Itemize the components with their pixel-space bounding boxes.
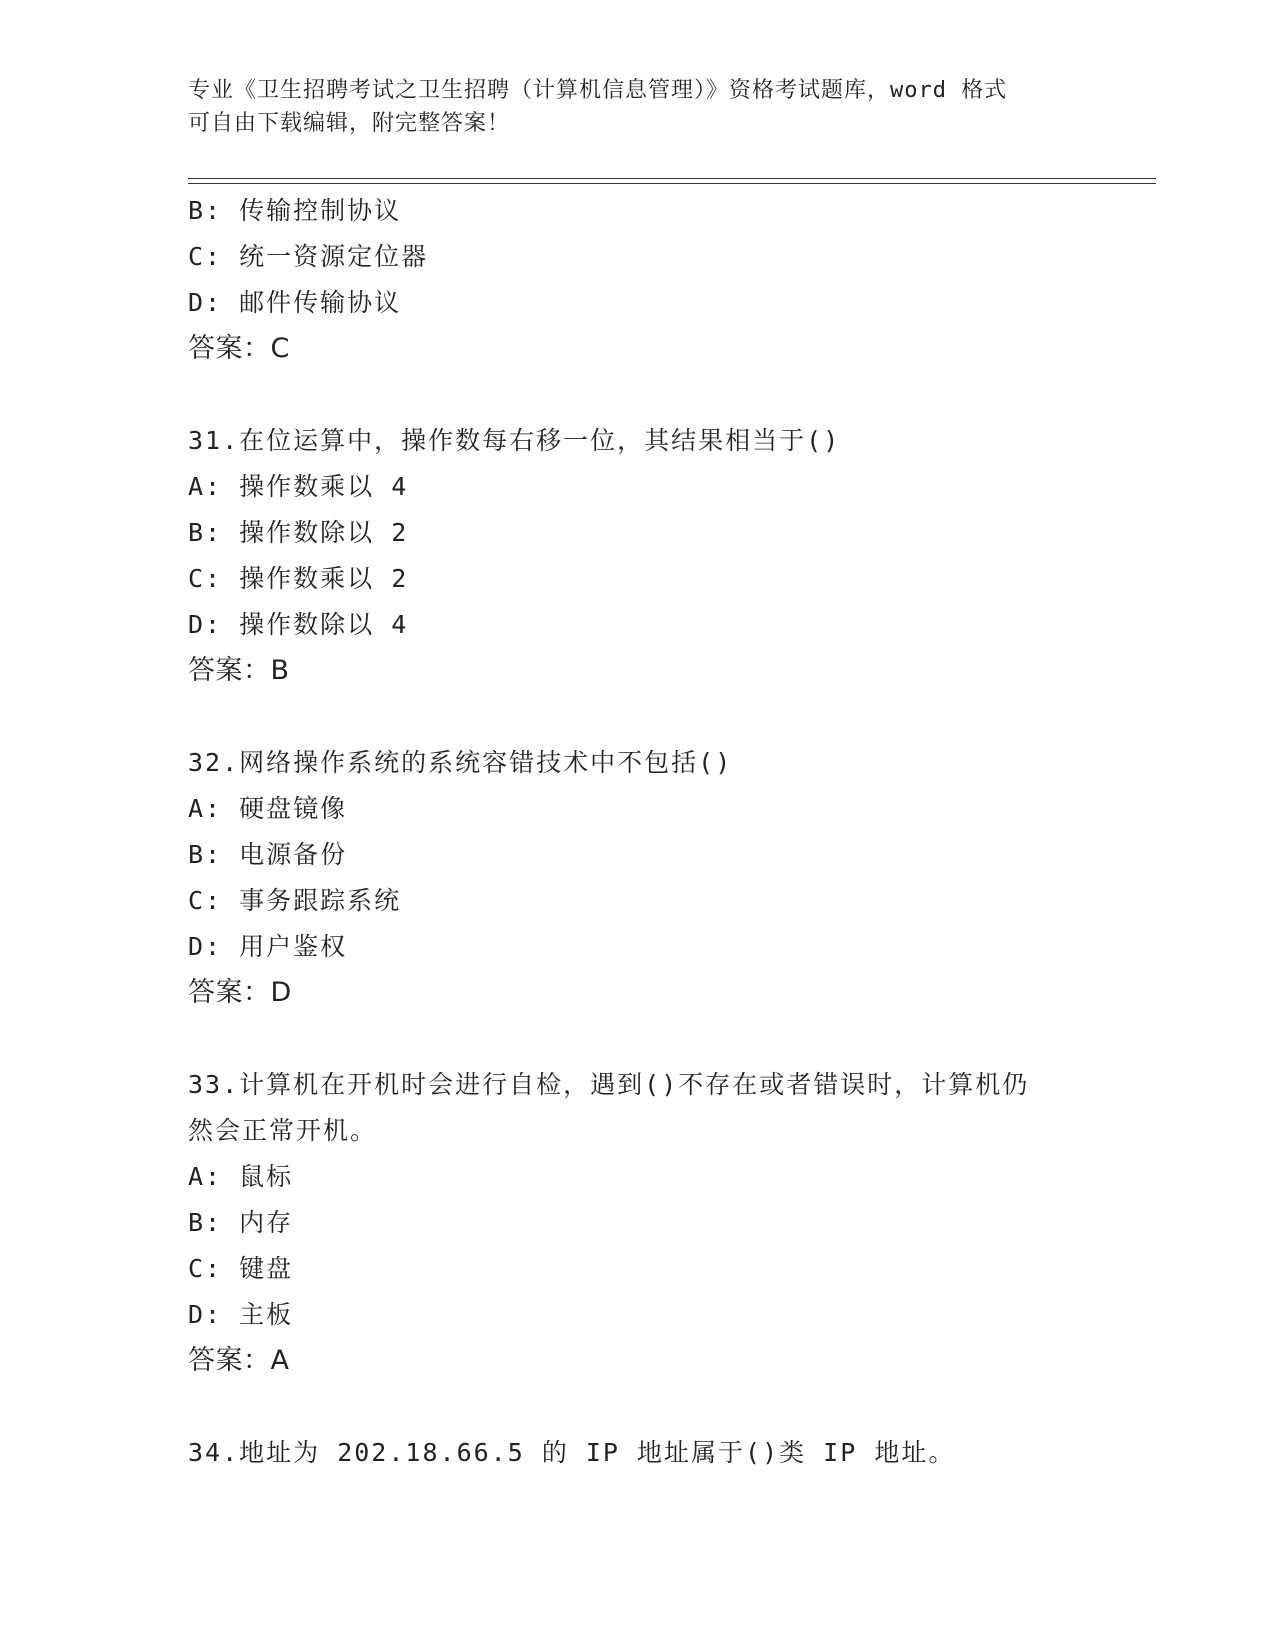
spacer	[188, 372, 1148, 418]
question-block-33	[188, 1062, 1148, 1384]
option-b: B: 内存	[188, 1208, 294, 1237]
question-text-line-2: 然会正常开机。	[188, 1116, 378, 1145]
question-text-line-1: 33.计算机在开机时会进行自检，遇到()不存在或者错误时，计算机仍	[188, 1070, 1030, 1099]
option-a: A: 鼠标	[188, 1162, 294, 1191]
answer-line: 答案：B	[188, 655, 290, 686]
question-block-34	[188, 1430, 1148, 1476]
option-d: D: 操作数除以 4	[188, 610, 409, 639]
option-c: C: 操作数乘以 2	[188, 564, 409, 593]
option-d: D: 主板	[188, 1300, 294, 1329]
option-d: D: 用户鉴权	[188, 932, 348, 961]
header-divider-bottom	[188, 183, 1156, 184]
answer-line: 答案：A	[188, 1345, 290, 1376]
option-b: B: 传输控制协议	[188, 196, 402, 225]
spacer	[188, 1384, 1148, 1430]
answer-line: 答案：C	[188, 333, 290, 364]
answer-line: 答案：D	[188, 977, 292, 1008]
spacer	[188, 694, 1148, 740]
option-c: C: 键盘	[188, 1254, 294, 1283]
option-a: A: 操作数乘以 4	[188, 472, 409, 501]
header-line-1: 专业《卫生招聘考试之卫生招聘（计算机信息管理）》资格考试题库，word 格式	[188, 78, 1008, 103]
question-block-31	[188, 418, 1148, 694]
question-block-prev	[188, 188, 1148, 372]
spacer	[188, 1016, 1148, 1062]
header-divider-top	[188, 178, 1156, 179]
question-list	[188, 188, 1148, 1476]
question-text: 31.在位运算中，操作数每右移一位，其结果相当于()	[188, 426, 841, 455]
option-c: C: 事务跟踪系统	[188, 886, 402, 915]
option-c: C: 统一资源定位器	[188, 242, 429, 271]
option-b: B: 操作数除以 2	[188, 518, 409, 547]
question-block-32	[188, 740, 1148, 1016]
question-text: 34.地址为 202.18.66.5 的 IP 地址属于()类 IP 地址。	[188, 1438, 956, 1467]
question-text: 32.网络操作系统的系统容错技术中不包括()	[188, 748, 733, 777]
document-header	[188, 74, 1088, 140]
option-d: D: 邮件传输协议	[188, 288, 402, 317]
option-a: A: 硬盘镜像	[188, 794, 348, 823]
header-line-2: 可自由下载编辑，附完整答案！	[188, 111, 511, 136]
option-b: B: 电源备份	[188, 840, 348, 869]
